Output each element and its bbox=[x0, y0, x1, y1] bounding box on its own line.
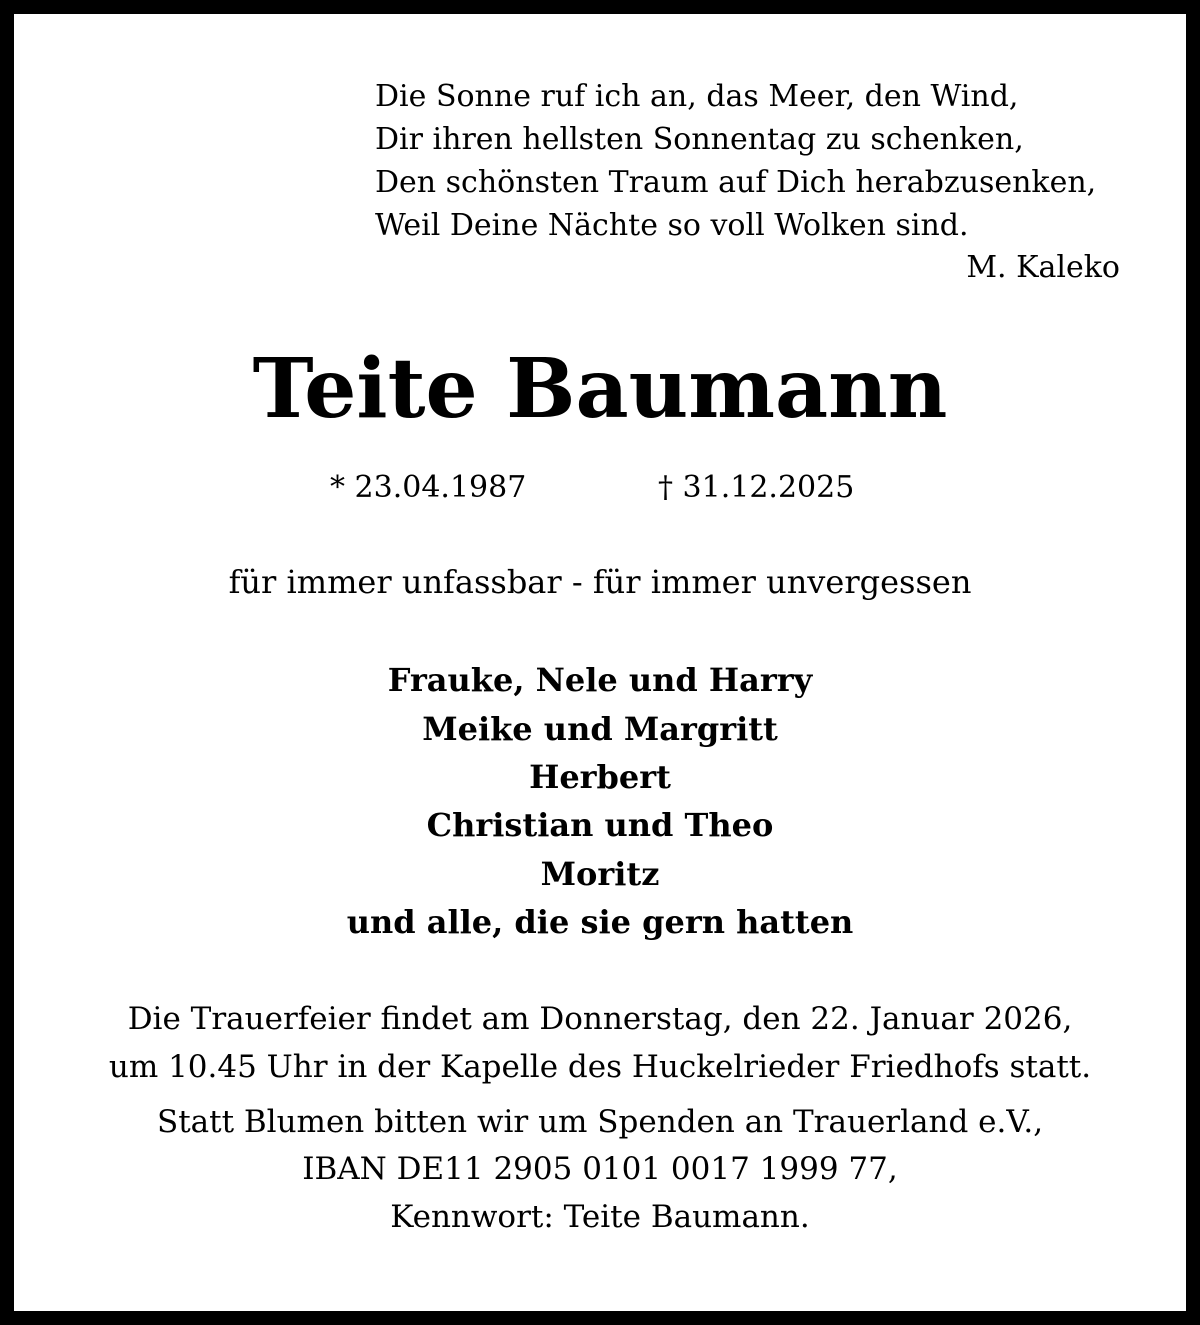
poem-line: Dir ihren hellsten Sonnentag zu schenken, bbox=[375, 122, 1024, 157]
donation-iban: IBAN DE11 2905 0101 0017 1999 77, bbox=[302, 1151, 898, 1187]
poem-line: Den schönsten Traum auf Dich herabzusenken, bbox=[375, 165, 1097, 200]
mourner-line: und alle, die sie gern hatten bbox=[346, 903, 854, 941]
donation-keyword: Kennwort: Teite Baumann. bbox=[390, 1199, 810, 1235]
mourner-line: Moritz bbox=[540, 855, 660, 893]
death-date: † 31.12.2025 bbox=[658, 470, 855, 505]
birth-date: * 23.04.1987 bbox=[330, 470, 527, 505]
deceased-name: Teite Baumann bbox=[252, 341, 948, 437]
poem-author: M. Kaleko bbox=[966, 250, 1120, 285]
mourner-line: Christian und Theo bbox=[426, 806, 774, 844]
mourner-line: Frauke, Nele und Harry bbox=[387, 661, 813, 699]
poem-line: Weil Deine Nächte so voll Wolken sind. bbox=[375, 208, 969, 243]
motto: für immer unfassbar - für immer unvergessen bbox=[228, 563, 972, 601]
poem-line: Die Sonne ruf ich an, das Meer, den Wind, bbox=[375, 79, 1019, 114]
donation-line: Statt Blumen bitten wir um Spenden an Trauerland e.V., bbox=[156, 1104, 1044, 1140]
mourner-line: Herbert bbox=[529, 758, 671, 796]
ceremony-line: um 10.45 Uhr in der Kapelle des Huckelrieder Friedhofs statt. bbox=[108, 1049, 1092, 1085]
mourner-line: Meike und Margritt bbox=[422, 710, 778, 748]
ceremony-line: Die Trauerfeier findet am Donnerstag, den 22. Januar 2026, bbox=[127, 1001, 1073, 1037]
